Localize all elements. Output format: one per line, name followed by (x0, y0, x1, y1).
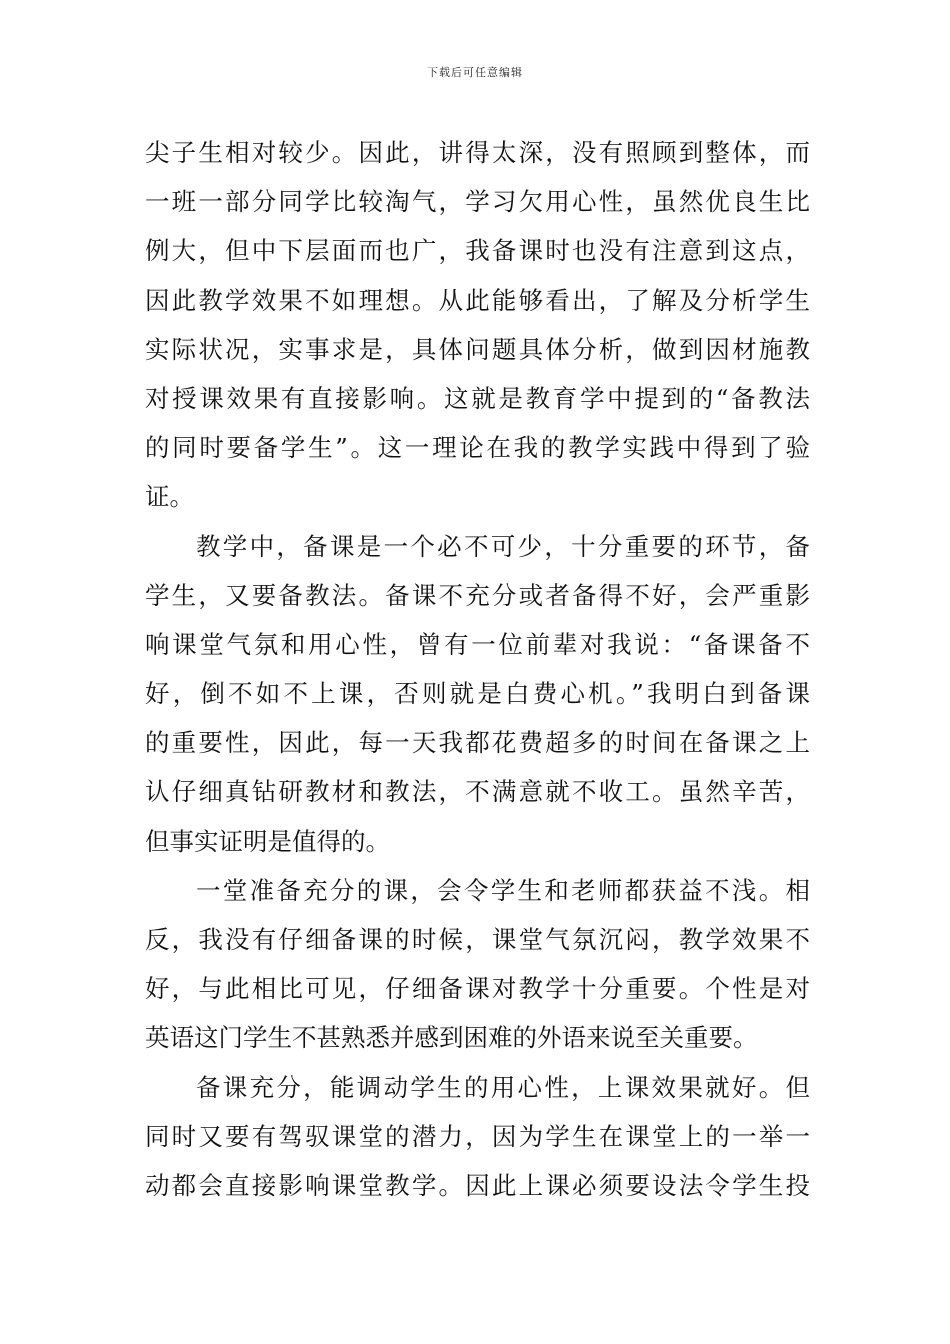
text-line: 同时又要有驾驭课堂的潜力，因为学生在课堂上的一举一 (145, 1121, 810, 1151)
text-line: 但事实证明是值得的。 (145, 826, 390, 856)
paragraph-4 (145, 1063, 810, 1211)
text-line: 对授课效果有直接影响。这就是教育学中提到的“备教法 (145, 383, 810, 413)
page-header: 下载后可任意编辑 (427, 66, 523, 79)
text-line: 的同时要备学生”。这一理论在我的教学实践中得到了验 (145, 433, 810, 463)
text-line: 好，与此相比可见，仔细备课对教学十分重要。个性是对 (145, 974, 810, 1004)
text-line: 英语这门学生不甚熟悉并感到困难的外语来说至关重要。 (145, 1023, 758, 1053)
text-line: 一堂准备充分的课，会令学生和老师都获益不浅。相 (196, 875, 810, 905)
text-line: 反，我没有仔细备课的时候，课堂气氛沉闷，教学效果不 (145, 925, 810, 954)
text-line: 响课堂气氛和用心性，曾有一位前辈对我说：“备课备不 (145, 629, 810, 659)
text-line: 学生，又要备教法。备课不充分或者备得不好，会严重影 (145, 580, 810, 610)
text-line: 尖子生相对较少。因此，讲得太深，没有照顾到整体，而 (145, 138, 810, 167)
text-line: 教学中，备课是一个必不可少，十分重要的环节，备 (196, 531, 810, 561)
document-body (145, 128, 810, 1210)
text-line: 实际状况，实事求是，具体问题具体分析，做到因材施教 (145, 334, 810, 364)
text-line: 动都会直接影响课堂教学。因此上课必须要设法令学生投 (145, 1170, 810, 1200)
paragraph-1 (145, 128, 810, 522)
text-line: 一班一部分同学比较淘气，学习欠用心性，虽然优良生比 (145, 187, 810, 217)
paragraph-2 (145, 522, 810, 866)
text-line: 证。 (145, 482, 194, 512)
text-line: 因此教学效果不如理想。从此能够看出，了解及分析学生 (145, 285, 810, 315)
text-line: 好，倒不如不上课，否则就是白费心机。”我明白到备课 (145, 679, 810, 709)
text-line: 例大，但中下层面而也广，我备课时也没有注意到这点， (145, 236, 810, 266)
paragraph-3 (145, 866, 810, 1063)
text-line: 的重要性，因此，每一天我都花费超多的时间在备课之上 (145, 728, 810, 758)
text-line: 认仔细真钻研教材和教法，不满意就不收工。虽然辛苦， (145, 777, 810, 807)
text-line: 备课充分，能调动学生的用心性，上课效果就好。但 (196, 1072, 810, 1102)
